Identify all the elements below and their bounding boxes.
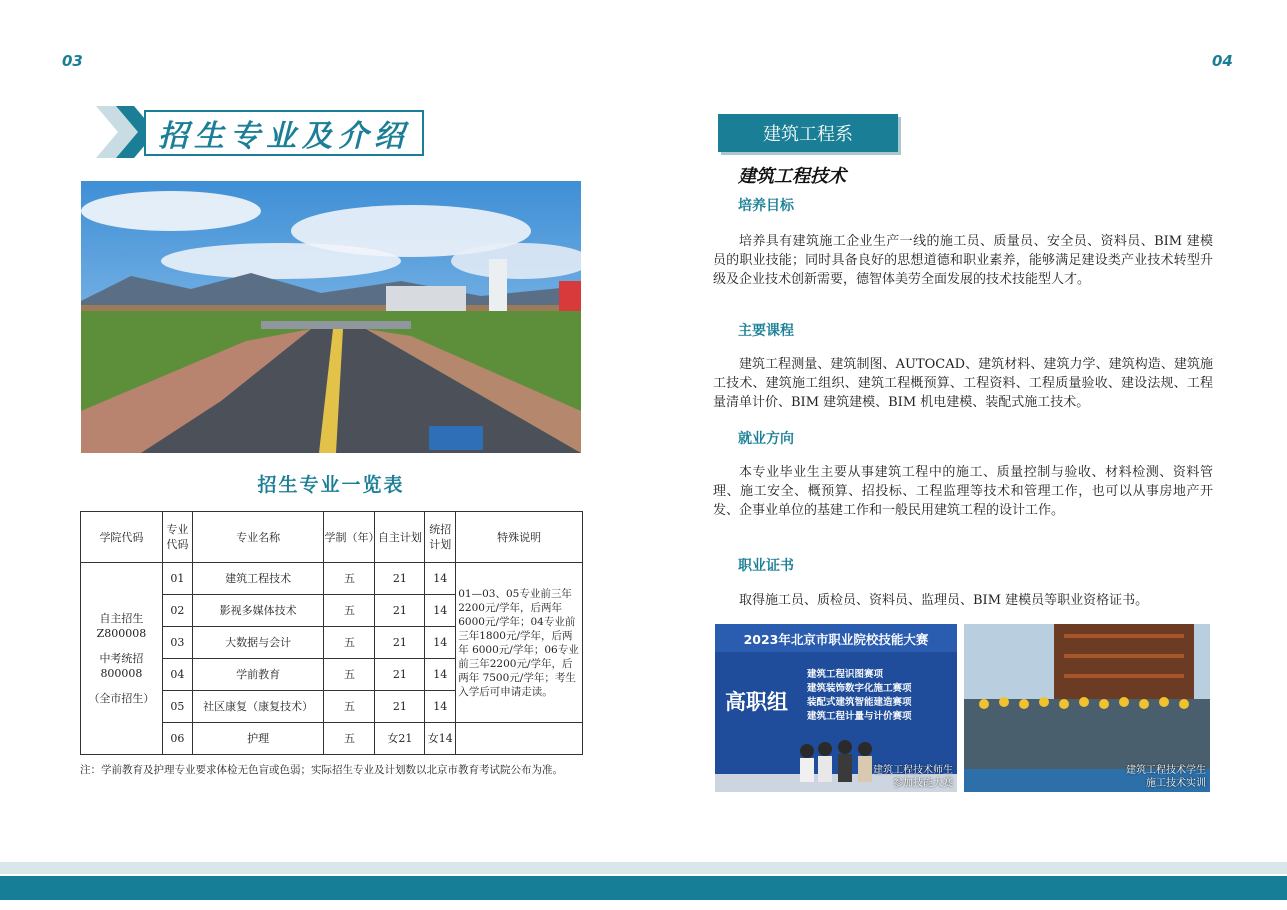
major-unified-plan: 14	[425, 627, 456, 659]
header-major-name: 专业名称	[192, 512, 324, 563]
event-item: 建筑工程计量与计价赛项	[807, 711, 912, 722]
college-code-line: 中考统招	[99, 652, 144, 665]
major-unified-plan: 14	[425, 595, 456, 627]
college-code-line: 800008	[100, 667, 143, 680]
major-self-plan: 21	[375, 563, 425, 595]
caption-line: 参加技能大赛	[893, 778, 953, 789]
section-text-courses: 建筑工程测量、建筑制图、AUTOCAD、建筑材料、建筑力学、建筑构造、建筑施工技术、建筑施工组织、建筑工程概预算、工程资料、工程质量验收、建设法规、工程量清单计价、BIM 建筑建模、BIM 机电建模、装配式施工技术。	[713, 357, 1213, 410]
competition-photo	[715, 624, 957, 792]
major-title: 建筑工程技术	[738, 166, 846, 187]
major-self-plan: 21	[375, 595, 425, 627]
major-code: 05	[162, 691, 192, 723]
major-unified-plan: 14	[425, 563, 456, 595]
page-number-left: 03	[62, 52, 83, 70]
department-tag: 建筑工程系	[718, 114, 898, 152]
section-heading-career: 就业方向	[738, 431, 794, 447]
major-self-plan: 21	[375, 691, 425, 723]
major-code: 02	[162, 595, 192, 627]
major-name: 学前教育	[192, 659, 324, 691]
major-unified-plan: 14	[425, 691, 456, 723]
section-text-career: 本专业毕业生主要从事建筑工程中的施工、质量控制与验收、材料检测、资料管理、施工安全、概预算、招投标、工程监理等技术和管理工作，也可以从事房地产开发、企事业单位的基建工作和一般民用建筑工程的设计工作。	[713, 465, 1213, 518]
major-code: 03	[162, 627, 192, 659]
footer-bar	[0, 876, 1287, 900]
section-heading-courses: 主要课程	[738, 323, 794, 339]
competition-group: 高职组	[725, 689, 788, 714]
majors-table	[80, 511, 583, 755]
caption-line: 建筑工程技术学生	[1126, 765, 1206, 776]
header-special-note: 特殊说明	[456, 512, 583, 563]
section-heading-goal: 培养目标	[738, 198, 794, 214]
caption-line: 建筑工程技术师生	[873, 765, 953, 776]
photo-caption	[1126, 764, 1206, 790]
table-header-row	[81, 512, 583, 563]
header-self-plan: 自主计划	[375, 512, 425, 563]
college-code-cell	[81, 563, 163, 755]
major-years: 五	[324, 595, 375, 627]
header-duration: 学制（年）	[324, 512, 375, 563]
photo-caption	[873, 764, 953, 790]
header-major-code: 专业代码	[162, 512, 192, 563]
major-name: 影视多媒体技术	[192, 595, 324, 627]
table-footnote: 注：学前教育及护理专业要求体检无色盲或色弱；实际招生专业及计划数以北京市教育考试院公布为准。	[80, 764, 563, 776]
table-row	[81, 563, 583, 595]
major-code: 01	[162, 563, 192, 595]
header-college-code: 学院代码	[81, 512, 163, 563]
major-name: 社区康复（康复技术）	[192, 691, 324, 723]
caption-line: 施工技术实训	[1146, 778, 1206, 789]
major-self-plan: 女21	[375, 723, 425, 755]
competition-events	[807, 668, 912, 724]
event-item: 建筑装饰数字化施工赛项	[807, 683, 912, 694]
major-years: 五	[324, 691, 375, 723]
college-code-line: （全市招生）	[88, 692, 155, 705]
major-code: 06	[162, 723, 192, 755]
header-unified-plan: 统招计划	[425, 512, 456, 563]
major-years: 五	[324, 723, 375, 755]
section-text-goal: 培养具有建筑施工企业生产一线的施工员、质量员、安全员、资料员、BIM 建模员的职业技能；同时具备良好的思想道德和职业素养，能够满足建设类产业技术转型升级及企业技术创新需要，德智体美劳全面发展的技术技能型人才。	[713, 234, 1213, 287]
training-photo	[964, 624, 1210, 792]
major-self-plan: 21	[375, 627, 425, 659]
major-code: 04	[162, 659, 192, 691]
section-heading-certificates: 职业证书	[738, 558, 794, 574]
major-name: 建筑工程技术	[192, 563, 324, 595]
section-title: 招生专业及介绍	[144, 110, 424, 156]
major-unified-plan: 14	[425, 659, 456, 691]
campus-road-photo	[81, 181, 581, 453]
special-note: 01—03、05专业前三年2200元/学年，后两年6000元/学年；04专业前三年1800元/学年，后两年 6000元/学年；06专业前三年2200元/学年，后两年 7500元/学年；考生入学后可申请走读。	[456, 563, 583, 723]
college-code-line: Z800008	[96, 627, 147, 640]
major-self-plan: 21	[375, 659, 425, 691]
section-text-certificates: 取得施工员、质检员、资料员、监理员、BIM 建模员等职业资格证书。	[739, 593, 1149, 608]
major-years: 五	[324, 563, 375, 595]
major-years: 五	[324, 659, 375, 691]
event-item: 装配式建筑智能建造赛项	[807, 697, 912, 708]
event-item: 建筑工程识图赛项	[807, 669, 884, 680]
major-name: 护理	[192, 723, 324, 755]
college-code-line: 自主招生	[99, 612, 144, 625]
table-title: 招生专业一览表	[257, 474, 405, 496]
section-title-banner	[96, 106, 426, 158]
empty-note-cell	[456, 723, 583, 755]
major-years: 五	[324, 627, 375, 659]
footer-light-band	[0, 862, 1287, 874]
page-number-right: 04	[1212, 52, 1233, 70]
competition-banner: 2023年北京市职业院校技能大赛	[743, 632, 929, 647]
major-unified-plan: 女14	[425, 723, 456, 755]
major-name: 大数据与会计	[192, 627, 324, 659]
